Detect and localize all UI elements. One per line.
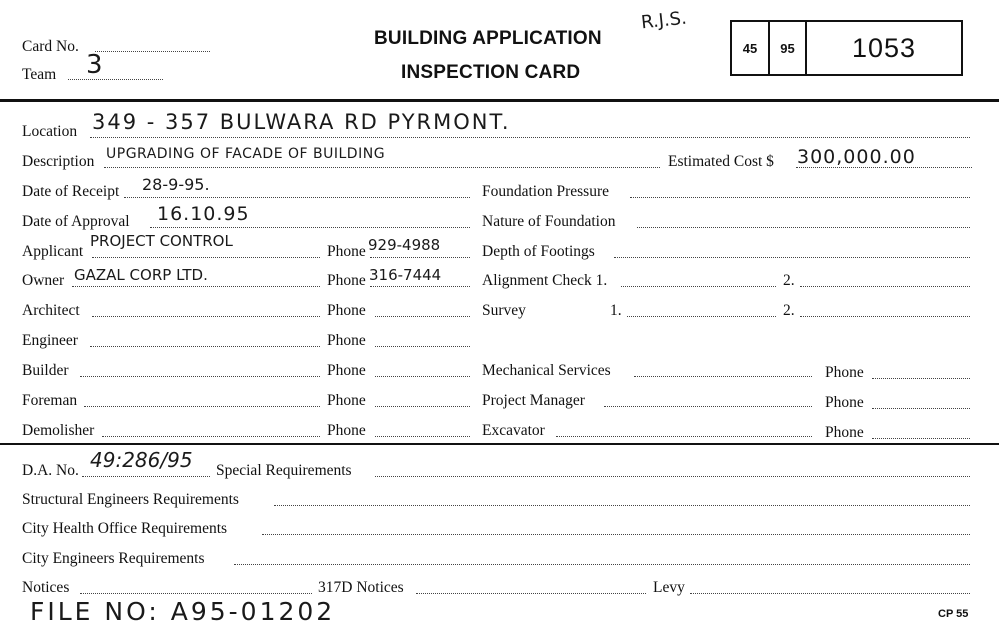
file-number-handwritten: FILE NO: A95-01202 bbox=[30, 597, 336, 626]
project-manager-line[interactable] bbox=[604, 406, 812, 407]
card-no-line[interactable] bbox=[95, 51, 210, 52]
alignment-check-2-line[interactable] bbox=[800, 286, 970, 287]
date-receipt-label: Date of Receipt bbox=[22, 183, 120, 200]
project-manager-phone-label: Phone bbox=[825, 394, 864, 411]
excavator-label: Excavator bbox=[482, 422, 545, 439]
builder-phone-label: Phone bbox=[327, 362, 366, 379]
team-line[interactable] bbox=[68, 79, 163, 80]
architect-phone-label: Phone bbox=[327, 302, 366, 319]
project-manager-phone-line[interactable] bbox=[872, 408, 970, 409]
foreman-line[interactable] bbox=[84, 406, 320, 407]
special-requirements-label: Special Requirements bbox=[216, 462, 352, 479]
applicant-phone-value: 929-4988 bbox=[368, 236, 441, 254]
owner-value: GAZAL CORP LTD. bbox=[74, 266, 208, 284]
notices-317d-label: 317D Notices bbox=[318, 579, 404, 596]
architect-line[interactable] bbox=[92, 316, 320, 317]
levy-label: Levy bbox=[653, 579, 685, 596]
special-requirements-line[interactable] bbox=[375, 476, 970, 477]
architect-label: Architect bbox=[22, 302, 80, 319]
engineer-line[interactable] bbox=[90, 346, 320, 347]
location-line[interactable] bbox=[90, 137, 970, 138]
date-approval-label: Date of Approval bbox=[22, 213, 130, 230]
notices-line[interactable] bbox=[80, 593, 312, 594]
health-requirements-label: City Health Office Requirements bbox=[22, 520, 228, 537]
applicant-phone-line[interactable] bbox=[370, 257, 470, 258]
levy-line[interactable] bbox=[690, 593, 970, 594]
owner-phone-value: 316-7444 bbox=[369, 266, 442, 284]
applicant-value: PROJECT CONTROL bbox=[90, 232, 233, 250]
structural-requirements-line[interactable] bbox=[274, 505, 970, 506]
engineer-label: Engineer bbox=[22, 332, 78, 349]
foundation-pressure-label: Foundation Pressure bbox=[482, 183, 610, 200]
survey-1-label: 1. bbox=[610, 302, 622, 319]
card-no-label: Card No. bbox=[22, 38, 79, 55]
builder-label: Builder bbox=[22, 362, 69, 379]
date-approval-value: 16.10.95 bbox=[157, 203, 250, 225]
alignment-check-1-line[interactable] bbox=[621, 286, 776, 287]
section-rule bbox=[0, 443, 999, 445]
engineer-phone-label: Phone bbox=[327, 332, 366, 349]
architect-phone-line[interactable] bbox=[375, 316, 470, 317]
applicant-label: Applicant bbox=[22, 243, 84, 260]
card-number: 1053 bbox=[851, 32, 917, 63]
form-title-line2: INSPECTION CARD bbox=[401, 62, 581, 83]
depth-footings-label: Depth of Footings bbox=[482, 243, 595, 260]
mechanical-services-line[interactable] bbox=[634, 376, 812, 377]
owner-label: Owner bbox=[22, 272, 65, 289]
mechanical-phone-line[interactable] bbox=[872, 378, 970, 379]
card-code-box bbox=[730, 20, 963, 76]
engineer-phone-line[interactable] bbox=[375, 346, 470, 347]
structural-requirements-label: Structural Engineers Requirements bbox=[22, 491, 239, 508]
excavator-phone-label: Phone bbox=[825, 424, 864, 441]
owner-phone-line[interactable] bbox=[370, 286, 470, 287]
team-value: 3 bbox=[86, 50, 103, 80]
survey-2-line[interactable] bbox=[800, 316, 970, 317]
survey-label: Survey bbox=[482, 302, 526, 319]
form-code: CP 55 bbox=[938, 608, 969, 620]
date-receipt-line[interactable] bbox=[124, 197, 470, 198]
location-label: Location bbox=[22, 123, 78, 140]
alignment-check-label: Alignment Check 1. bbox=[482, 272, 608, 289]
excavator-phone-line[interactable] bbox=[872, 438, 970, 439]
team-label: Team bbox=[22, 66, 57, 83]
demolisher-line[interactable] bbox=[102, 436, 320, 437]
code-cell-b: 95 bbox=[770, 22, 807, 74]
estimated-cost-value: 300,000.00 bbox=[797, 146, 916, 168]
project-manager-label: Project Manager bbox=[482, 392, 585, 409]
alignment-check-2-label: 2. bbox=[783, 272, 795, 289]
demolisher-phone-label: Phone bbox=[327, 422, 366, 439]
initials-handwritten: R.J.S. bbox=[640, 7, 688, 34]
foreman-phone-line[interactable] bbox=[375, 406, 470, 407]
code-cell-a: 45 bbox=[732, 22, 770, 74]
estimated-cost-label: Estimated Cost $ bbox=[668, 153, 774, 170]
date-approval-line[interactable] bbox=[150, 227, 470, 228]
notices-label: Notices bbox=[22, 579, 70, 596]
form-title-line1: BUILDING APPLICATION bbox=[374, 28, 602, 49]
survey-1-line[interactable] bbox=[627, 316, 776, 317]
foreman-label: Foreman bbox=[22, 392, 78, 409]
owner-line[interactable] bbox=[72, 286, 320, 287]
mechanical-phone-label: Phone bbox=[825, 364, 864, 381]
demolisher-label: Demolisher bbox=[22, 422, 95, 439]
location-value: 349 - 357 BULWARA RD PYRMONT. bbox=[92, 110, 511, 134]
builder-phone-line[interactable] bbox=[375, 376, 470, 377]
da-no-line[interactable] bbox=[82, 476, 210, 477]
depth-footings-line[interactable] bbox=[614, 257, 970, 258]
survey-2-label: 2. bbox=[783, 302, 795, 319]
da-no-value: 49:286/95 bbox=[90, 448, 193, 472]
city-engineers-label: City Engineers Requirements bbox=[22, 550, 205, 567]
applicant-line[interactable] bbox=[92, 257, 320, 258]
foreman-phone-label: Phone bbox=[327, 392, 366, 409]
demolisher-phone-line[interactable] bbox=[375, 436, 470, 437]
date-receipt-value: 28-9-95. bbox=[142, 175, 210, 194]
applicant-phone-label: Phone bbox=[327, 243, 366, 260]
da-no-label: D.A. No. bbox=[22, 462, 79, 479]
nature-foundation-label: Nature of Foundation bbox=[482, 213, 616, 230]
city-engineers-line[interactable] bbox=[234, 564, 970, 565]
nature-foundation-line[interactable] bbox=[637, 227, 970, 228]
notices-317d-line[interactable] bbox=[416, 593, 646, 594]
header-rule bbox=[0, 99, 999, 102]
mechanical-services-label: Mechanical Services bbox=[482, 362, 611, 379]
builder-line[interactable] bbox=[80, 376, 320, 377]
description-line[interactable] bbox=[104, 167, 660, 168]
owner-phone-label: Phone bbox=[327, 272, 366, 289]
description-value: UPGRADING OF FACADE OF BUILDING bbox=[106, 146, 386, 162]
excavator-line[interactable] bbox=[556, 436, 812, 437]
foundation-pressure-line[interactable] bbox=[630, 197, 970, 198]
health-requirements-line[interactable] bbox=[262, 534, 970, 535]
description-label: Description bbox=[22, 153, 95, 170]
